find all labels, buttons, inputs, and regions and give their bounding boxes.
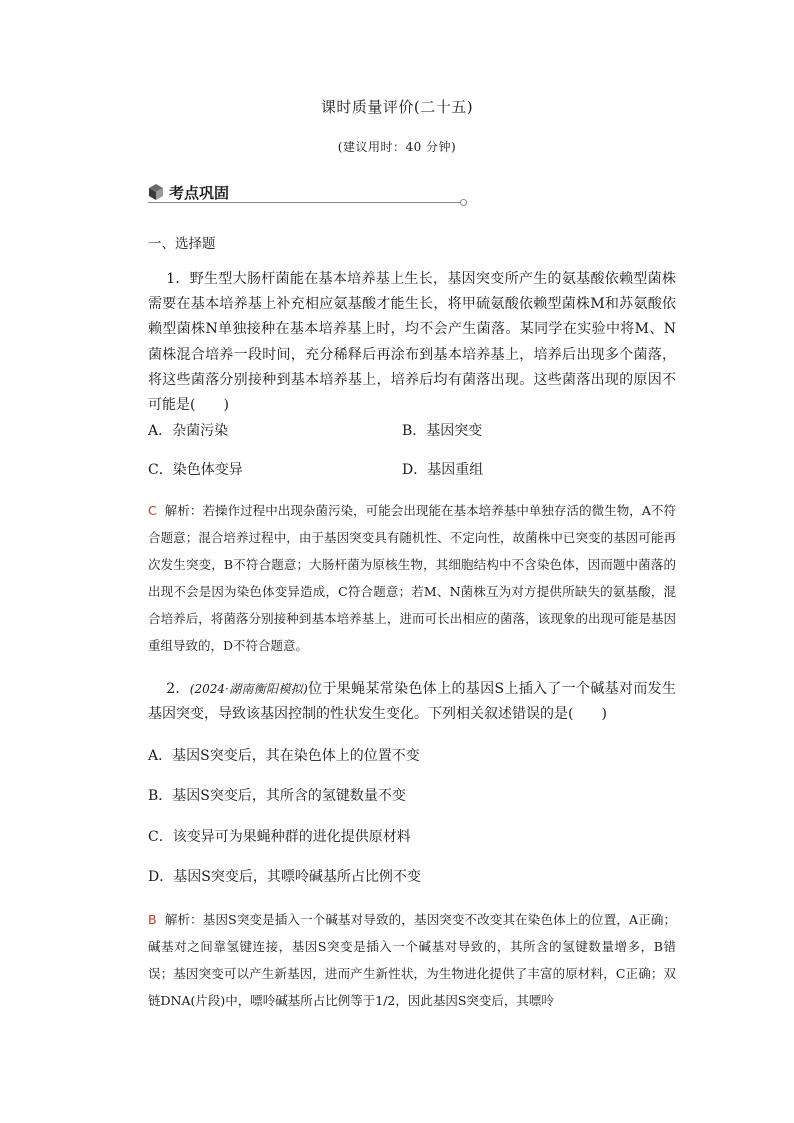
question-1-option-b: B．基因突变 bbox=[402, 423, 483, 439]
question-1-stem bbox=[148, 267, 676, 418]
question-1-option-d: D．基因重组 bbox=[402, 462, 484, 478]
page-title: 课时质量评价(二十五) bbox=[320, 98, 474, 116]
section-header bbox=[148, 180, 466, 208]
question-2-stem bbox=[148, 677, 676, 727]
question-1-option-a: A．杂菌污染 bbox=[148, 423, 229, 439]
section-title: 考点巩固 bbox=[169, 184, 230, 202]
question-2-answer: B bbox=[148, 912, 157, 927]
question-2-option-b: B．基因S突变后，其所含的氢键数量不变 bbox=[148, 788, 406, 804]
question-2-number: 2． bbox=[166, 681, 190, 697]
question-2-analysis-text: 解析：基因S突变是插入一个碱基对导致的，基因突变不改变其在染色体上的位置，A正确；碱基对之间靠氢键连接，基因S突变是插入一个碱基对导致的，其所含的氢键数量增多，B错误；基因突变可以产生新基因，进而产生新性状，为生物进化提供了丰富的原材料，C正确；双链DNA(片段)中，嘌呤碱基所占比例等于1/2，因此基因S突变后，其嘌呤 bbox=[148, 912, 677, 1008]
question-1-analysis-text: 解析：若操作过程中出现杂菌污染，可能会出现能在基本培养基中单独存活的微生物，A不符合题意；混合培养过程中，由于基因突变具有随机性、不定向性，故菌株中已突变的基因可能再次发生突变，B不符合题意；大肠杆菌为原核生物，其细胞结构中不含染色体，因而题中菌落的出现不会是因为染色体变异造成，C符合题意；若M、N菌株互为对方提供所缺失的氨基酸，混合培养后，将菌落分别接种到基本培养基上，进而可长出相应的菌落，该现象的出现可能是基因重组导致的，D不符合题意。 bbox=[148, 503, 676, 653]
question-2-option-c: C．该变异可为果蝇种群的进化提供原材料 bbox=[148, 829, 411, 845]
question-1-text: 1．野生型大肠杆菌能在基本培养基上生长，基因突变所产生的氨基酸依赖型菌株需要在基本培养基上补充相应氨基酸才能生长，将甲硫氨酸依赖型菌株M和苏氨酸依赖型菌株N单独接种在基本培养基上时，均不会产生菌落。某同学在实验中将M、N菌株混合培养一段时间，充分稀释后再涂布到基本培养基上，培养后出现多个菌落，将这些菌落分别接种到基本培养基上，培养后均有菌落出现。这些菌落出现的原因不可能是( ) bbox=[148, 271, 676, 414]
question-2-option-d: D．基因S突变后，其嘌呤碱基所占比例不变 bbox=[148, 869, 421, 885]
question-2-analysis bbox=[148, 906, 676, 1014]
question-1-analysis bbox=[148, 497, 676, 659]
question-2-option-a: A．基因S突变后，其在染色体上的位置不变 bbox=[148, 748, 420, 764]
question-1-option-c: C．染色体变异 bbox=[148, 462, 243, 478]
part-title: 一、选择题 bbox=[148, 236, 216, 252]
question-2-text: 位于果蝇某常染色体上的基因S上插入了一个碱基对而发生基因突变，导致该基因控制的性状发生变化。下列相关叙述错误的是( ) bbox=[148, 681, 677, 723]
question-2-source: (2024·湖南衡阳模拟) bbox=[189, 682, 308, 696]
cube-icon bbox=[148, 183, 164, 201]
question-1-answer: C bbox=[148, 503, 157, 518]
divider-end-dot bbox=[460, 199, 467, 206]
suggested-time: (建议用时：40 分钟) bbox=[337, 140, 457, 154]
section-divider bbox=[148, 202, 464, 203]
